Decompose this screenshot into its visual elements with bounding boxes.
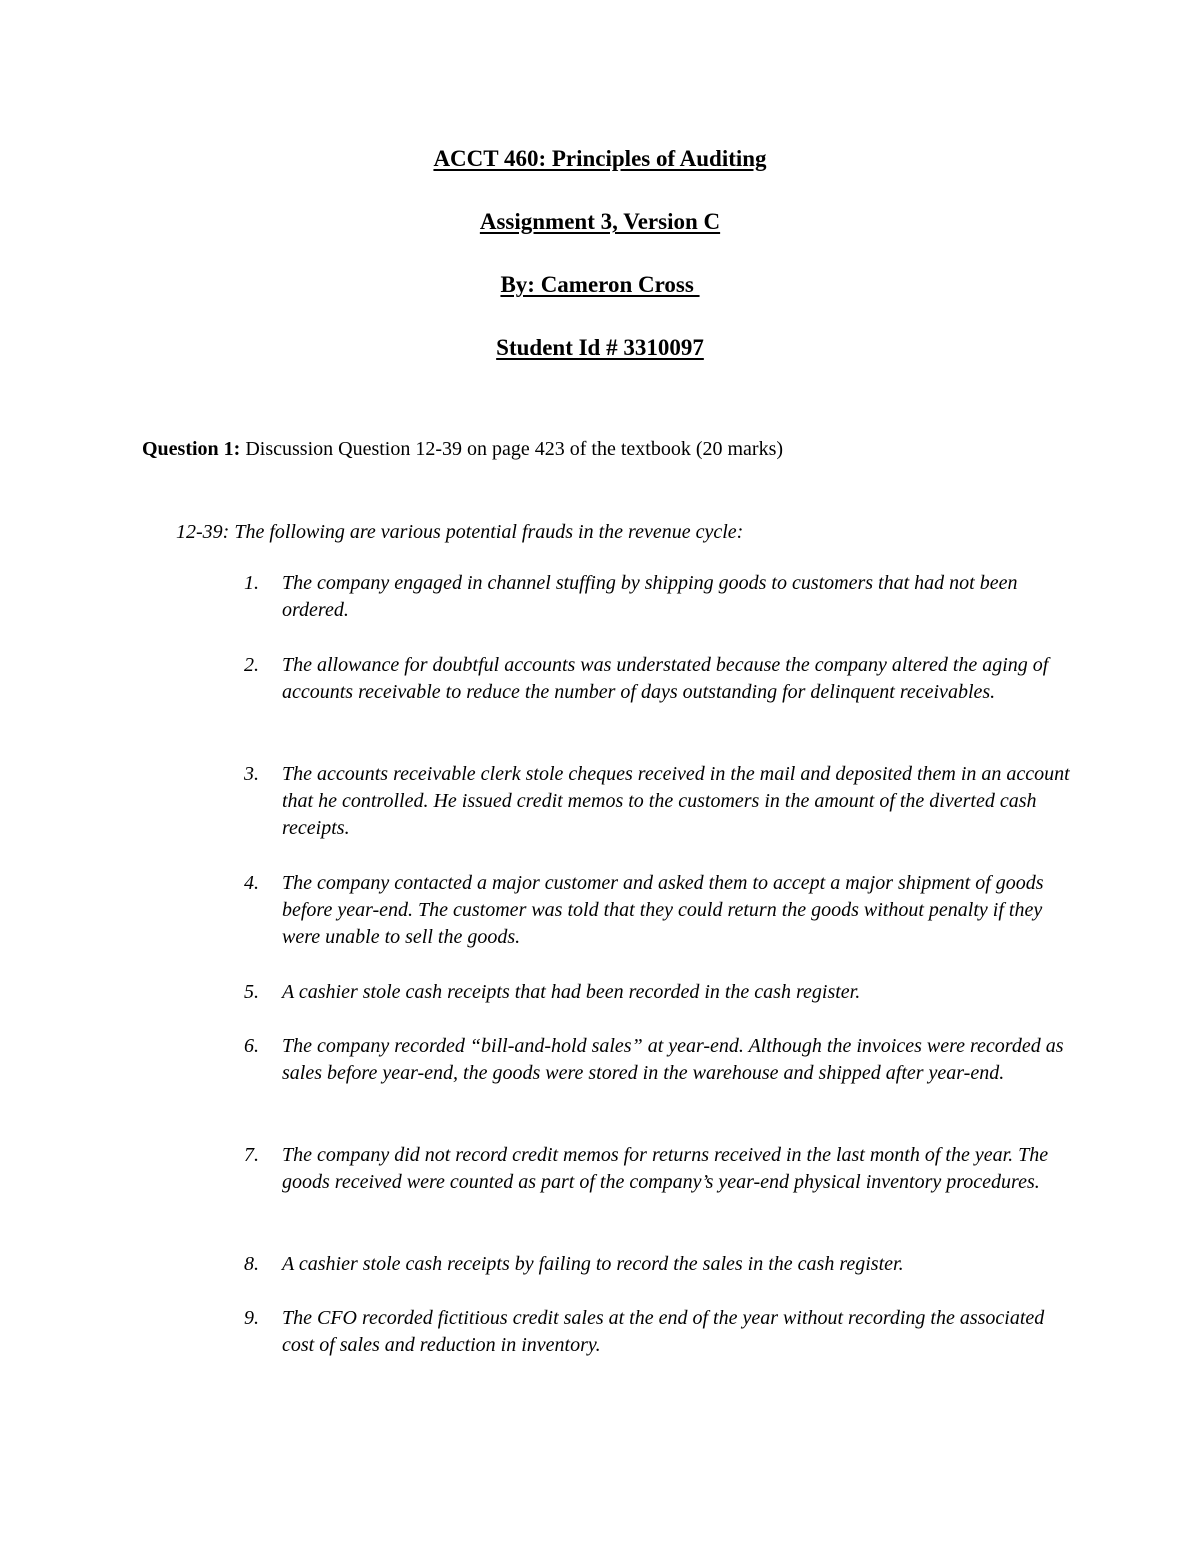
list-item-number: 9.	[244, 1307, 259, 1329]
question-text: Discussion Question 12-39 on page 423 of the textbook (20 marks)	[240, 438, 784, 460]
list-item-text: The accounts receivable clerk stole cheques received in the mail and deposited them in an account that he controlled. He issued credit memos to the customers in the amount of the diverted cash receipts.	[282, 763, 1070, 840]
list-item-number: 5.	[244, 981, 259, 1003]
list-item	[244, 1142, 1074, 1196]
list-item-number: 4.	[244, 872, 259, 894]
list-item-text: The allowance for doubtful accounts was understated because the company altered the aging of accounts receivable to reduce the number of days outstanding for delinquent receivables.	[282, 654, 1049, 704]
list-item-text: A cashier stole cash receipts that had been recorded in the cash register.	[282, 981, 861, 1003]
list-item-number: 6.	[244, 1035, 259, 1057]
assignment-title: Assignment 3, Version C	[479, 209, 721, 234]
list-item	[244, 1305, 1074, 1359]
author-line: By: Cameron Cross	[500, 272, 700, 297]
list-item-number: 8.	[244, 1253, 259, 1275]
list-item	[244, 870, 1074, 952]
list-item-text: A cashier stole cash receipts by failing to record the sales in the cash register.	[282, 1253, 904, 1275]
list-item-number: 3.	[244, 763, 259, 785]
list-item-text: The CFO recorded fictitious credit sales at the end of the year without recording the associated cost of sales and reduction in inventory.	[282, 1307, 1045, 1357]
list-item-text: The company engaged in channel stuffing by shipping goods to customers that had not been ordered.	[282, 572, 1018, 622]
course-title: ACCT 460: Principles of Auditing	[433, 146, 767, 171]
question-label: Question 1:	[142, 438, 241, 460]
list-item	[244, 761, 1074, 843]
list-item	[244, 570, 1074, 624]
list-item	[244, 652, 1074, 706]
question-intro: 12-39: The following are various potential frauds in the revenue cycle:	[176, 521, 744, 543]
list-item	[244, 979, 1074, 1006]
question-1	[142, 436, 783, 462]
list-item-number: 7.	[244, 1144, 259, 1166]
list-item	[244, 1033, 1074, 1087]
list-item	[244, 1251, 1074, 1278]
list-item-number: 2.	[244, 654, 259, 676]
list-item-text: The company did not record credit memos for returns received in the last month of the year. The goods received were counted as part of the company’s year-end physical inventory procedures.	[282, 1144, 1049, 1194]
list-item-text: The company recorded “bill-and-hold sales” at year-end. Although the invoices were recorded as sales before year-end, the goods were stored in the warehouse and shipped after year-end.	[282, 1035, 1064, 1085]
student-id-line: Student Id # 3310097	[496, 335, 704, 360]
list-item-text: The company contacted a major customer and asked them to accept a major shipment of goods before year-end. The customer was told that they could return the goods without penalty if they were unable to sell the goods.	[282, 872, 1044, 949]
list-item-number: 1.	[244, 572, 259, 594]
